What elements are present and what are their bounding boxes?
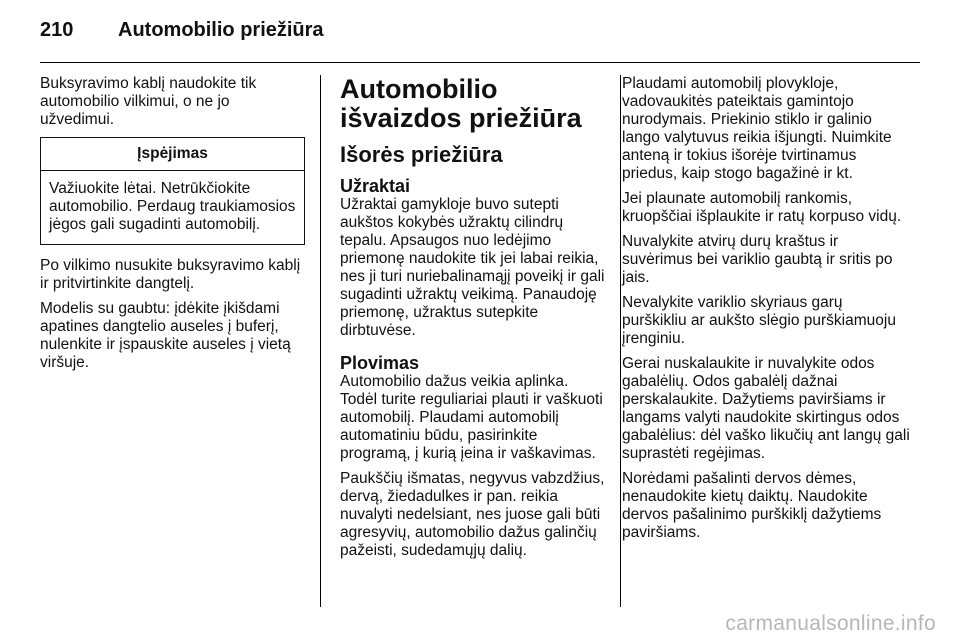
paragraph-resin: Norėdami pašalinti dervos dėmes, nenaudokite kietų daiktų. Naudokite dervos pašalinimo purškiklį dažytiems paviršiams. — [622, 470, 882, 541]
paragraph-chamois: Gerai nuskalaukite ir nuvalykite odos gabalėlių. Odos gabalėlį dažnai perskalaukite. Dažytiems paviršiams ir langams valyti naudokite skirtingus odos gabalėlius: dėl vaško likučių ant langų gali suprastėti regėjimas. — [622, 355, 910, 462]
page-title: Automobilio priežiūra — [118, 19, 324, 41]
paragraph-washing-1: Automobilio dažus veikia aplinka. Todėl turite reguliariai plauti ir vaškuoti automobilį. Plaudami automobilį automatiniu būdu, pasirinkite programą, į kurią įeina ir vaškavimas. — [340, 373, 603, 462]
paragraph-car-wash: Plaudami automobilį plovykloje, vadovaukitės pateiktais gamintojo nurodymais. Priekinio stiklo ir galinio lango valytuvus reikia išjungti. Nuimkite anteną ir tokius išorėje tvirtinamus priedus, kaip stogo bagažinė ir kt. — [622, 75, 892, 182]
paragraph-cover-model: Modelis su gaubtu: įdėkite įkišdami apatines dangtelio auseles į buferį, nulenkite ir įspauskite auseles į vietą viršuje. — [40, 300, 291, 371]
column-3 — [622, 75, 910, 549]
paragraph-towing-hook: Buksyravimo kablį naudokite tik automobilio vilkimui, o ne jo užvedimui. — [40, 75, 257, 128]
column-divider-2 — [620, 75, 621, 607]
paragraph-after-towing: Po vilkimo nusukite buksyravimo kablį ir pritvirtinkite dangtelį. — [40, 257, 301, 292]
subsection-heading-washing: Plovimas — [340, 353, 420, 373]
paragraph-engine-bay: Nevalykite variklio skyriaus garų purškikliu ar aukšto slėgio purškiamuoju įrenginiu. — [622, 294, 896, 347]
paragraph-washing-2: Paukščių išmatas, negyvus vabzdžius, dervą, žiedadulkes ir pan. reikia nuvalyti nedelsiant, nes juose gali būti agresyvių, automobilio dažus galinčių pažeisti, sudedamųjų dalių. — [340, 470, 605, 559]
warning-text: Važiuokite lėtai. Netrūkčiokite automobilio. Perdaug traukiamosios jėgos gali sugadinti automobilį. — [49, 180, 296, 233]
column-2 — [340, 75, 608, 567]
paragraph-door-edges: Nuvalykite atvirų durų kraštus ir suvėrimus bei variklio gaubtą ir sritis po jais. — [622, 233, 893, 286]
header-rule — [40, 62, 920, 63]
page-header — [40, 19, 324, 42]
watermark: carmanualsonline.info — [725, 612, 936, 635]
paragraph-locks: Užraktai gamykloje buvo sutepti aukštos kokybės užraktų cilindrų tepalu. Apsaugos nuo ledėjimo priemonę naudokite tik jei labai reikia, nes ji turi nuriebalinamąjį poveikį ir gali sugadinti užraktų veikimą. Panaudoję priemonę, užraktus sutepkite dirbtuvėse. — [340, 196, 605, 339]
page-number: 210 — [40, 19, 74, 41]
paragraph-hand-wash: Jei plaunate automobilį rankomis, kruopščiai išplaukite ir ratų korpuso vidų. — [622, 190, 902, 225]
column-1 — [40, 75, 305, 379]
column-divider-1 — [320, 75, 321, 607]
warning-box — [40, 137, 305, 245]
subsection-heading-locks: Užraktai — [340, 176, 411, 196]
chapter-heading: Automobilio išvaizdos priežiūra — [340, 74, 582, 133]
section-heading: Išorės priežiūra — [340, 142, 503, 167]
warning-title: Įspėjimas — [41, 138, 304, 171]
